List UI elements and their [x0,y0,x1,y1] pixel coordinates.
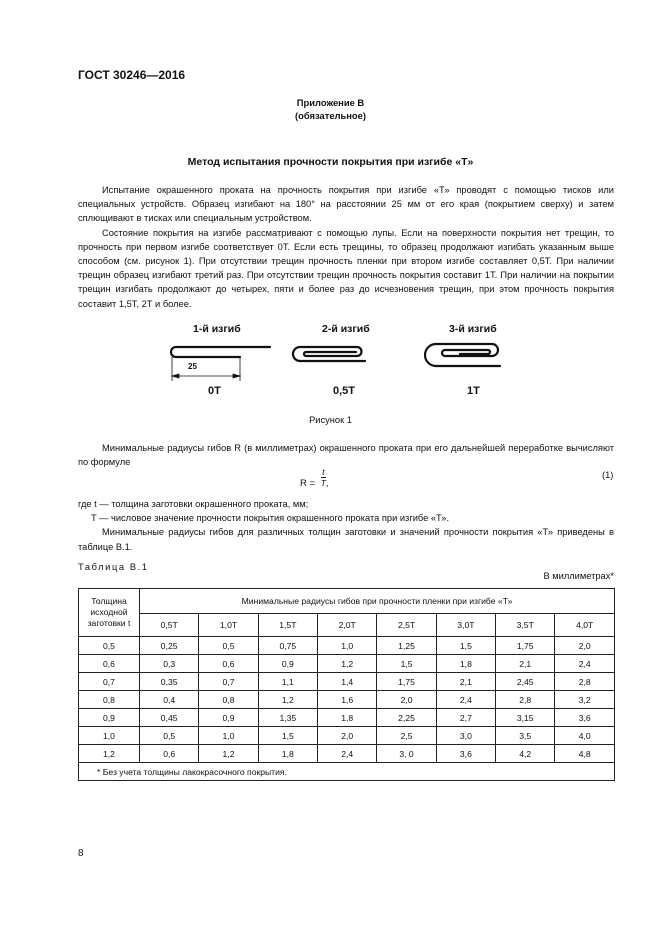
radius-cell: 3, 0 [377,745,436,763]
formula-definitions [78,497,614,554]
radius-cell: 2,25 [377,709,436,727]
radius-cell: 0,35 [140,673,199,691]
column-header: 1,0Т [199,614,258,637]
bend-label-2: 2-й изгиб [322,323,370,335]
radius-cell: 3,6 [555,709,615,727]
intro-text [78,183,614,311]
formula-denominator: T [320,478,326,488]
radius-cell: 2,8 [496,691,555,709]
column-header: 2,5Т [377,614,436,637]
radius-cell: 2,4 [436,691,495,709]
radius-cell: 2,4 [318,745,377,763]
table-caption: Таблица В.1 [78,562,149,572]
column-header: 4,0Т [555,614,615,637]
thickness-cell: 1,2 [79,745,140,763]
radius-cell: 0,6 [199,655,258,673]
result-label-0t: 0Т [208,385,221,397]
radius-cell: 2,8 [555,673,615,691]
column-header: 2,0Т [318,614,377,637]
paragraph-test-procedure: Испытание окрашенного проката на прочность покрытия при изгибе «Т» проводят с помощью тисков или специальных устройств. Образец изгибают на 180° на расстоянии 25 мм от его края (покрытием сверху) и затем сплющивают в тисках или специальным устройством. [78,185,614,224]
formula-intro [78,441,614,469]
radius-cell: 3,2 [555,691,615,709]
radius-cell: 1,6 [318,691,377,709]
definition-T: T — числовое значение прочности покрытия окрашенного проката при изгибе «Т». [91,513,450,524]
column-header: 3,0Т [436,614,495,637]
radius-cell: 2,45 [496,673,555,691]
result-label-1t: 1Т [467,385,480,397]
radius-cell: 0,45 [140,709,199,727]
radius-cell: 2,1 [496,655,555,673]
table-row [79,709,615,727]
radius-cell: 2,4 [555,655,615,673]
thickness-column-header: Толщина исходной заготовки t [79,589,140,637]
table-row [79,673,615,691]
radius-cell: 0,4 [140,691,199,709]
bend-label-1: 1-й изгиб [193,323,241,335]
radius-cell: 0,75 [258,637,317,655]
thickness-cell: 0,7 [79,673,140,691]
thickness-cell: 0,8 [79,691,140,709]
table-row [79,655,615,673]
radius-cell: 1,5 [436,637,495,655]
thickness-cell: 1,0 [79,727,140,745]
page-number: 8 [78,848,84,859]
table-unit-note: В миллиметрах* [543,571,614,581]
radius-cell: 2,0 [555,637,615,655]
radius-cell: 3,5 [496,727,555,745]
radius-cell: 4,2 [496,745,555,763]
column-header: 0,5Т [140,614,199,637]
figure-caption: Рисунок 1 [309,415,352,425]
thickness-cell: 0,9 [79,709,140,727]
paragraph-assessment: Состояние покрытия на изгибе рассматривают с помощью лупы. Если на поверхности покрытия нет трещин, то прочность при первом изгибе соответствует 0Т. Если есть трещины, то образец продолжают изгибать указанным выше способом (см. рисунок 1). При отсутствии трещин прочность пленки при втором изгибе составляет 0,5Т. При наличии трещин образец изгибают третий раз. При отсутствии трещин прочность покрытия составит 1Т. При наличии на покрытии трещин изгибать продолжают до четырех, пяти и более раз до исчезновения трещин, при этом прочность покрытия составит 1,5Т, 2Т и более. [78,227,614,309]
radius-cell: 1,75 [496,637,555,655]
radius-group-header: Минимальные радиусы гибов при прочности пленки при изгибе «Т» [140,589,615,614]
radius-cell: 0,9 [199,709,258,727]
radius-cell: 1,4 [318,673,377,691]
dimension-label: 25 [188,362,197,371]
radius-cell: 0,6 [140,745,199,763]
radius-cell: 0,7 [199,673,258,691]
definition-t: где t — толщина заготовки окрашенного проката, мм; [78,499,309,509]
column-header: 3,5Т [496,614,555,637]
radius-cell: 2,0 [318,727,377,745]
thickness-cell: 0,6 [79,655,140,673]
appendix-status: (обязательное) [295,110,366,121]
table-body [79,637,615,763]
radius-cell: 1,5 [258,727,317,745]
radius-cell: 1,2 [318,655,377,673]
table-reference-text: Минимальные радиусы гибов для различных толщин заготовки и значений прочности покрытия «Т» приведены в таблице В.1. [78,527,614,552]
radius-cell: 0,25 [140,637,199,655]
column-header: 1,5Т [258,614,317,637]
formula [300,467,329,488]
radius-cell: 1,8 [318,709,377,727]
radius-cell: 1,1 [258,673,317,691]
radius-cell: 2,1 [436,673,495,691]
radius-cell: 2,5 [377,727,436,745]
formula-lhs: R = [300,478,316,490]
table-footnote: * Без учета толщины лакокрасочного покрытия. [79,763,615,781]
radius-cell: 0,9 [258,655,317,673]
paragraph-formula-intro: Минимальные радиусы гибов R (в миллиметрах) окрашенного проката при его дальнейшей переработке вычисляют по формуле [78,443,614,468]
formula-numerator: t [322,467,325,477]
radius-cell: 0,5 [199,637,258,655]
radius-cell: 3,0 [436,727,495,745]
radius-cell: 1,2 [199,745,258,763]
radius-cell: 3,6 [436,745,495,763]
bend-shape-05t [293,347,365,361]
bend-label-3: 3-й изгиб [449,323,497,335]
radius-cell: 2,0 [377,691,436,709]
column-header-row [79,614,615,637]
radius-cell: 0,3 [140,655,199,673]
formula-number: (1) [602,470,614,480]
radius-cell: 1,8 [436,655,495,673]
radius-cell: 1,5 [377,655,436,673]
dimension-marker [172,357,240,381]
radius-cell: 1,8 [258,745,317,763]
radius-cell: 4,8 [555,745,615,763]
bend-radius-table [78,588,615,781]
radius-cell: 4,0 [555,727,615,745]
radius-cell: 0,8 [199,691,258,709]
table-row [79,727,615,745]
table-row [79,691,615,709]
radius-cell: 1,75 [377,673,436,691]
result-label-05t: 0,5Т [333,385,356,397]
formula-tail: , [325,478,329,490]
radius-cell: 3,15 [496,709,555,727]
radius-cell: 2,7 [436,709,495,727]
appendix-heading [0,96,661,122]
bend-shape-1t [425,344,500,366]
appendix-title: Приложение В [296,97,365,108]
radius-cell: 1,0 [199,727,258,745]
radius-cell: 0,5 [140,727,199,745]
radius-cell: 1,2 [258,691,317,709]
radius-cell: 1,25 [377,637,436,655]
table-row [79,745,615,763]
radius-cell: 1,0 [318,637,377,655]
section-title: Метод испытания прочности покрытия при изгибе «Т» [187,156,474,168]
table-row [79,637,615,655]
document-code: ГОСТ 30246—2016 [78,68,186,82]
bend-shape-0t [171,347,270,357]
radius-cell: 1,35 [258,709,317,727]
thickness-cell: 0,5 [79,637,140,655]
